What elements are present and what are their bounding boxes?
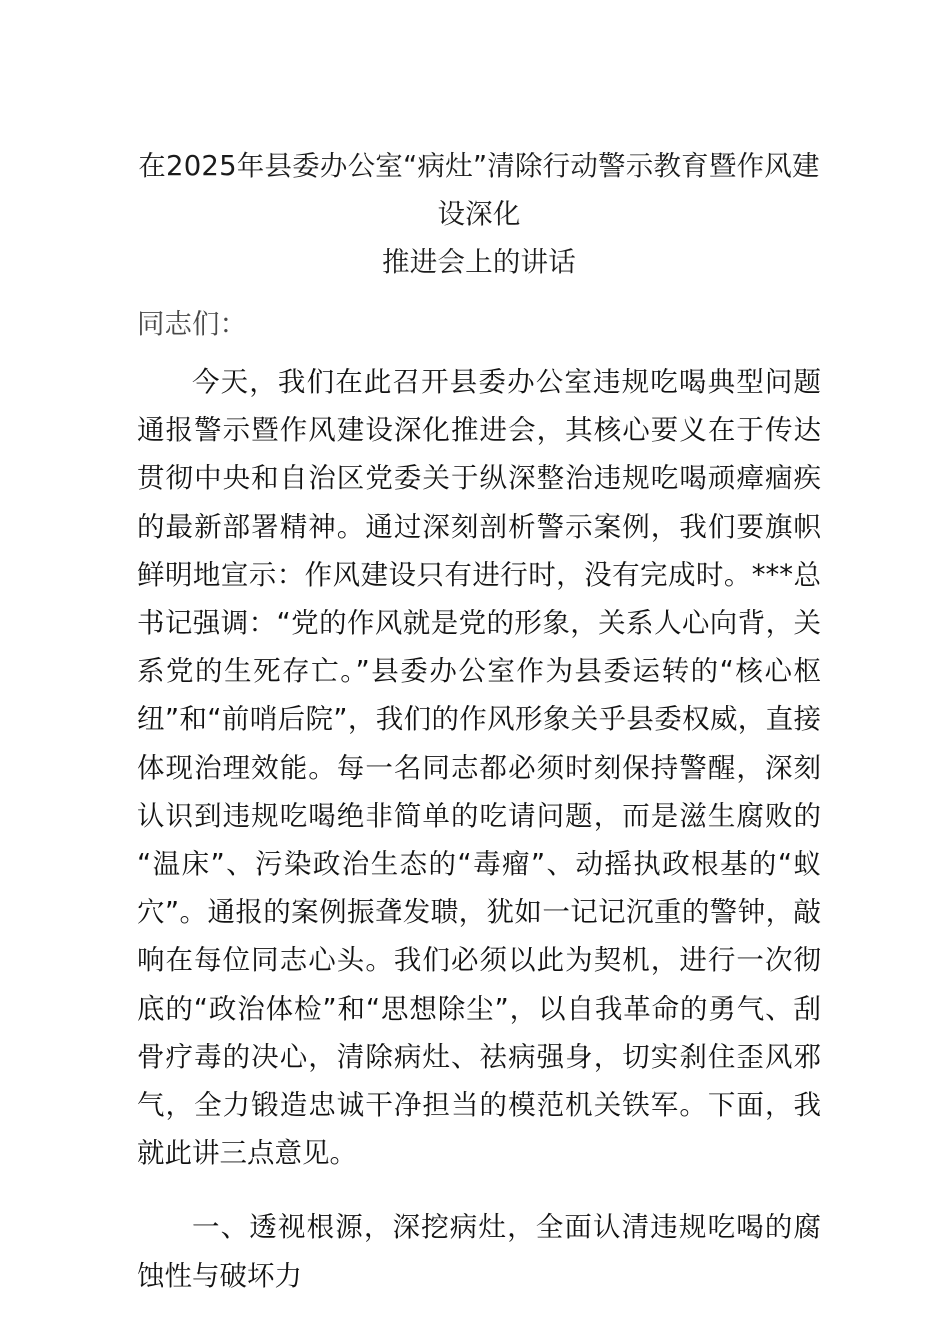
section-heading-1: 一、透视根源，深挖病灶，全面认清违规吃喝的腐蚀性与破坏力: [137, 1211, 821, 1292]
salutation: 同志们：: [137, 308, 247, 340]
document-content: [137, 142, 821, 1300]
page-title: [137, 142, 821, 286]
body-paragraph-1: 今天，我们在此召开县委办公室违规吃喝典型问题通报警示暨作风建设深化推进会，其核心要义在于传达贯彻中央和自治区党委关于纵深整治违规吃喝顽瘴痼疾的最新部署精神。通过深刻剖析警示案例，我们要旗帜鲜明地宣示：作风建设只有进行时，没有完成时。***总书记强调：“党的作风就是党的形象，关系人心向背，关系党的生死存亡。”县委办公室作为县委运转的“核心枢纽”和“前哨后院”，我们的作风形象关乎县委权威，直接体现治理效能。每一名同志都必须时刻保持警醒，深刻认识到违规吃喝绝非简单的吃请问题，而是滋生腐败的“温床”、污染政治生态的“毒瘤”、动摇执政根基的“蚁穴”。通报的案例振聋发聩，犹如一记记沉重的警钟，敲响在每位同志心头。我们必须以此为契机，进行一次彻底的“政治体检”和“思想除尘”，以自我革命的勇气、刮骨疗毒的决心，清除病灶、祛病强身，切实刹住歪风邪气，全力锻造忠诚干净担当的模范机关铁军。下面，我就此讲三点意见。: [137, 366, 821, 1170]
page-title-line-2: 推进会上的讲话: [382, 246, 576, 278]
page-title-line-1: 在2025年县委办公室“病灶”清除行动警示教育暨作风建设深化: [138, 150, 820, 230]
